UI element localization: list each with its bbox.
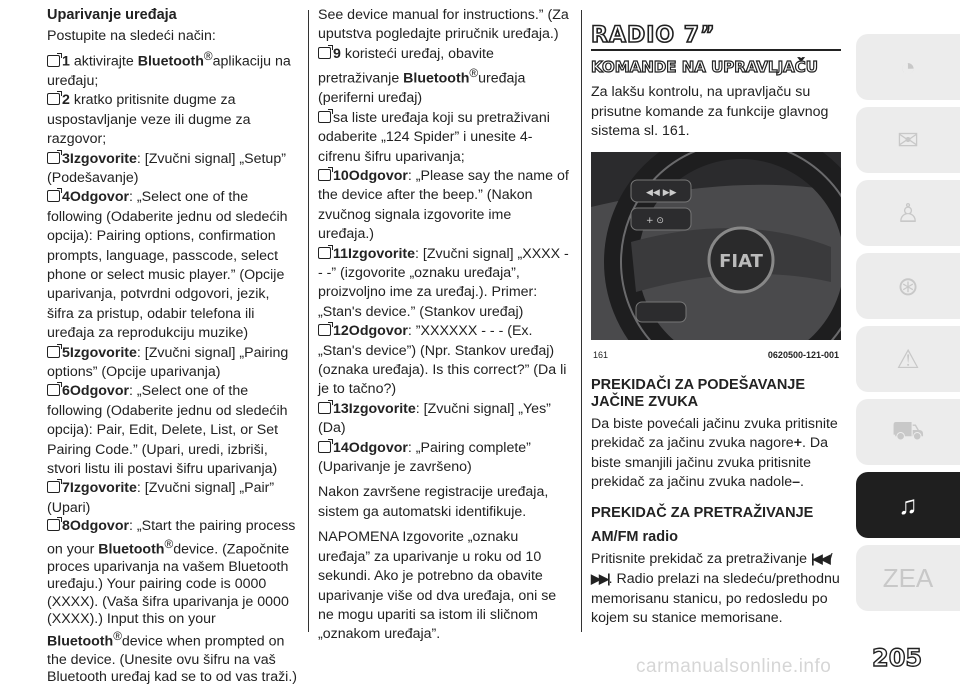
step-marker-icon [318,402,331,414]
step-2: 2 kratko pritisnite dugme za uspostavljanje veze ili dugme za razgovor; [47,92,251,148]
tab-driving[interactable] [856,253,960,319]
step-10: 10Odgovor: „Please say the name of the device after the beep.” (Nakon zvučnog signala izgovorite ime uređaja.) [318,167,569,243]
tab-warnings[interactable] [856,107,960,173]
previous-track-icon: |◀◀ [811,551,829,567]
step-9: 9 koristeći uređaj, obavite pretraživanje Bluetooth®uređaja (periferni uređaj) [318,45,526,107]
step-marker-icon [318,324,331,336]
step-marker-icon [318,441,331,453]
step-5: 5Izgovorite: [Zvučni signal] „Pairing options” (Opcije uparivanja) [47,344,289,381]
step-marker-icon [318,169,331,181]
speedometer-icon: ◔ [900,51,916,82]
intro-text: Za lakšu kontrolu, na upravljaču su prisutne komande za funkcije glavnog sistema sl. 161. [591,84,829,140]
heading-pairing: Uparivanje uređaja [47,7,177,23]
tab-dashboard[interactable] [856,34,960,100]
step-marker-icon [47,519,60,531]
tab-emergency[interactable] [856,326,960,392]
heading-search: PREKIDAČ ZA PRETRAŽIVANJE [591,504,814,521]
column-3 [591,23,841,629]
tab-safety[interactable] [856,180,960,246]
step-11: 11Izgovorite: [Zvučni signal] „XXXX - - -” (izgovorite „oznaku uređaja”, proizvoljno ime za uređaj.). Primer: „Stan's device.” (Stankov uređaj) [318,245,569,320]
figure-caption [591,346,841,365]
step-14: 14Odgovor: „Pairing complete” (Uparivanje je završeno) [318,439,531,476]
figure-number: 161 [593,349,609,360]
paragraph-registration: Nakon završene registracije uređaja, sistem ga automatski identifikuje. [318,484,549,520]
step-marker-icon [47,384,60,396]
intro-text: Postupite na sledeći način: [47,28,216,45]
step-marker-icon [47,93,60,105]
chapter-title: RADIO 7” [591,23,716,48]
step-7: 7Izgovorite: [Zvučni signal] „Pair” (Upari) [47,480,275,516]
step-marker-icon [318,47,331,59]
step-13: 13Izgovorite: [Zvučni signal] „Yes” (Da) [318,400,551,437]
seatbelt-icon: ♙ [896,197,920,228]
paragraph-search: Pritisnite prekidač za pretraživanje |◀◀/▶▶|. Radio prelazi na sledeću/prethodnu memorisanu stanicu, po redosledu po kojem su stanice memorisane. [591,551,840,627]
svg-text:FIAT: FIAT [719,250,763,272]
envelope-icon: ✉ [897,124,919,155]
paragraph-volume: Da biste povećali jačinu zvuka pritisnite prekidač za jačinu zvuka nagore+. Da biste smanjili jačinu zvuka pritisnite prekidač za jačinu zvuka nadole–. [591,416,838,491]
column-divider-left [308,10,309,632]
svg-text:◀◀ ▶▶: ◀◀ ▶▶ [646,187,677,198]
next-track-icon: ▶▶| [591,571,609,587]
column-1 [47,6,297,686]
step-marker-icon [47,152,60,164]
chapter-tabs [856,34,960,618]
heading-volume: PREKIDAČI ZA PODEŠAVANJE JAČINE ZVUKA [591,377,806,411]
step-4: 4Odgovor: „Select one of the following (Odaberite jednu od sledećih opcija): Pairing options, confirmation prompts, language, passcode, select phone or select music player.” (Opcije uparivanja, potvrdni odgovori, jezik, šifra za pristup, odabir telefona ili uređaja za reprodukciju muzike) [47,189,288,342]
warning-icon: ⚠ [896,343,920,374]
section-title: KOMANDE NA UPRAVLJAČU [591,58,818,77]
step-6: 6Odgovor: „Select one of the following (Odaberite jednu od sledećih opcija): Pair, Edit, Delete, List, or Set Pairing Code.” (Upari, uredi, izbriši, stvori listu ili postavi šifru uparivanja) [47,383,288,478]
step-1: 1 aktivirajte Bluetooth®aplikaciju na uređaju; [47,48,291,89]
tab-multimedia[interactable] [856,472,960,538]
tab-maintenance[interactable] [856,399,960,465]
step-3: 3Izgovorite: [Zvučni signal] „Setup” (Podešavanje) [47,150,286,186]
steering-wheel-figure [591,152,841,340]
watermark: carmanualsonline.info [636,656,832,677]
car-icon: ⛟ [891,414,925,445]
step-marker-icon [47,55,60,67]
step-12: 12Odgovor: ”XXXXXX - - - (Ex. „Stan's device”) (Npr. Stankov uređaj) (oznaka uređaja). Is this correct?” (Da li je to tačno?) [318,323,567,398]
column-divider-right [581,10,582,632]
steering-wheel-image [591,152,841,340]
figure-code: 0620500-121-001 [767,349,839,360]
step-marker-icon [47,346,60,358]
paragraph-note: NAPOMENA Izgovorite „oznaku uređaja” za uparivanje u roku od 10 sekundi. Ako je potrebno da obavite uparivanje više od dva uređaja, oni se ne mogu upariti sa istom ili sličnom „oznakom uređaja”. [318,529,557,643]
step-marker-icon [318,111,331,123]
step-marker-icon [318,247,331,259]
step-marker-icon [47,190,60,202]
page-number: 205 [872,644,923,672]
chapter-rule [591,49,841,51]
heading-amfm: AM/FM radio [591,528,678,545]
tab-index[interactable] [856,545,960,611]
step-marker-icon [47,481,60,493]
alphabet-icon: ZEA [882,562,934,593]
music-note-icon: ♫ [898,489,918,520]
step-8: 8Odgovor: „Start the pairing process on your Bluetooth®device. (Započnite proces uparivanja na vašem Bluetooth uređaju.) Your pairing code is 0000 (XXXX). (Vaša šifra uparivanja je 0000 (XXXX).) Input this on your Bluetooth®device when prompted on the device. (Unesite ovu šifru na vaš Bluetooth uređaj kad se to od vas traži.) [47,518,297,686]
svg-text:+ ⊙: + ⊙ [646,215,664,226]
step-unnumbered: sa liste uređaja koji su pretraživani odaberite „124 Spider” i unesite 4-cifrenu šifru uparivanja; [318,109,550,165]
steering-wheel-icon: ⊛ [897,270,919,301]
column-2 [318,6,570,645]
continued-text: See device manual for instructions.” (Za uputstva pogledajte priručnik uređaja.) [318,7,569,43]
